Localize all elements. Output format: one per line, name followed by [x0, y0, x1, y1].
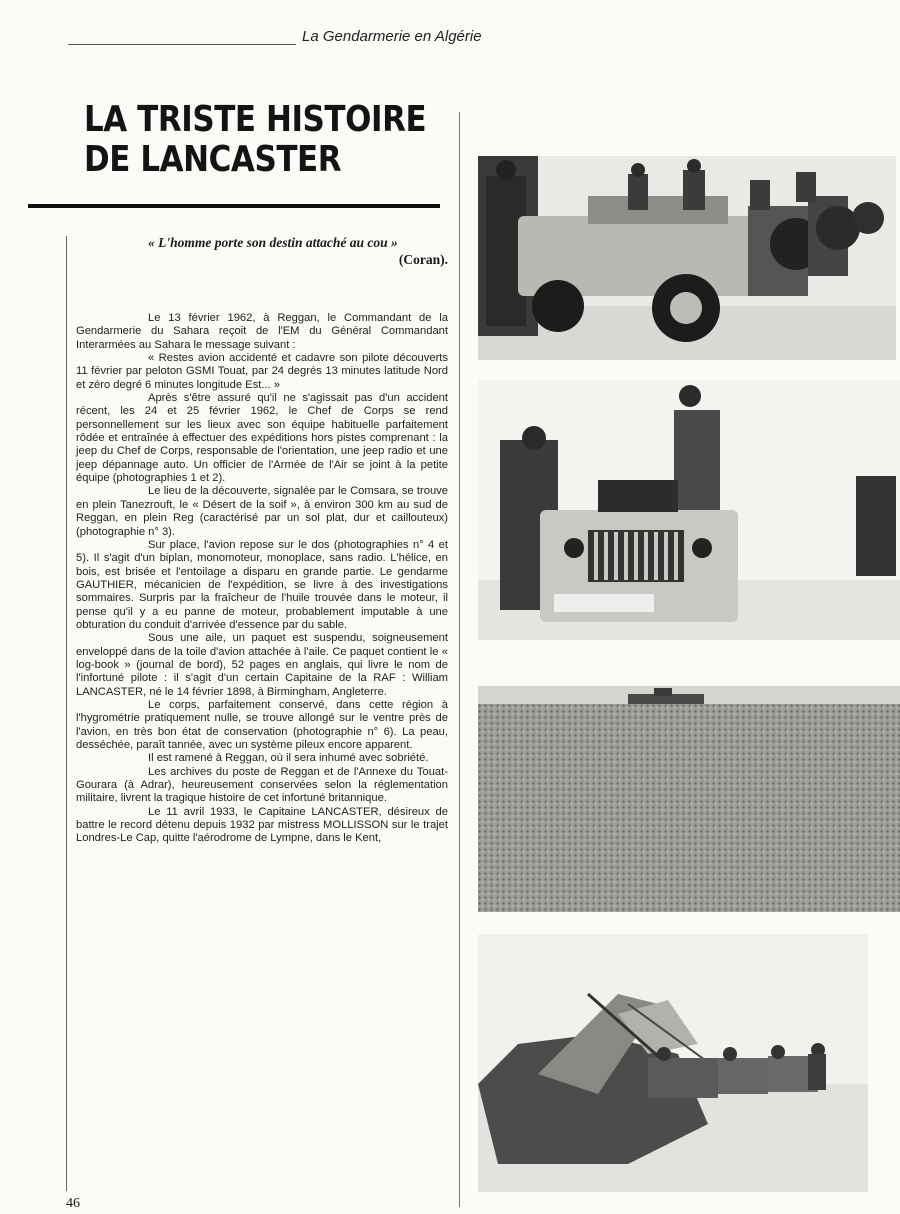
title-line-2: DE LANCASTER	[84, 139, 342, 181]
paragraph: Le 13 février 1962, à Reggan, le Commandant de la Gendarmerie du Sahara reçoit de l'EM du Général Commandant Interarmées au Sahara le message suivant :	[76, 312, 448, 351]
running-header: La Gendarmerie en Algérie	[302, 28, 482, 45]
paragraph: Il est ramené à Reggan, où il sera inhumé avec sobriété.	[148, 752, 429, 765]
paragraph: Les archives du poste de Reggan et de l'Annexe du Touat-Gourara (à Adrar), heureusement conservées selon la réglementation militaire, livrent la tragique histoire de cet infortuné britannique.	[76, 765, 448, 805]
photo-plane-wreck	[478, 934, 868, 1192]
page-number: 46	[66, 1196, 80, 1211]
text-box-rule	[66, 236, 67, 1191]
paragraph: « Restes avion accidenté et cadavre son pilote découverts 11 février par peloton GSMI Touat, par 24 degrés 13 minutes latitude Nord et zéro degré 6 minutes longitude Est... »	[76, 352, 448, 391]
paragraph: Après s'être assuré qu'il ne s'agissait pas d'un accident récent, les 24 et 25 février 1962, le Chef de Corps se rend personnellement sur les lieux avec son équipe habituelle parfaitement rôdée et entraînée à effectuer des expéditions hors pistes comprenant : la jeep du Chef de Corps, responsable de l'orientation, une jeep radio et une jeep dépannage auto. Un officier de l'Armée de l'Air se joint à la petite équipe (photographies 1 et 2).	[76, 392, 448, 485]
header-rule	[68, 44, 296, 45]
paragraph: Sur place, l'avion repose sur le dos (photographies n° 4 et 5). Il s'agit d'un biplan, monomoteur, monoplace, sans radio. L'hélice, en bois, est brisée et l'entoilage a disparu en grande partie. Le gendarme GAUTHIER, mécanicien de l'expédition, se livre à des investigations sommaires. Surpris par la fraîcheur de l'huile trouvée dans le moteur, il pense qu'il y a eu panne de moteur, probablement imputable à une obturation du conduit d'arrivée d'essence par du sable.	[76, 538, 448, 631]
paragraph: Sous une aile, un paquet est suspendu, soigneusement enveloppé dans de la toile d'avion attachée à l'aile. Ce paquet contient le « log-book » (journal de bord), 52 pages en anglais, qui livre le nom de l'infortuné pilote : il s'agit d'un certain Capitaine de la RAF : William LANCASTER, né le 14 février 1898, à Birmingham, Angleterre.	[76, 632, 448, 698]
photo-jeeps-convoy	[478, 156, 896, 360]
epigraph-quote: « L'homme porte son destin attaché au cou »	[148, 235, 398, 250]
title-underline	[28, 204, 440, 208]
epigraph	[76, 234, 448, 268]
column-divider	[459, 112, 460, 1207]
paragraph: Le lieu de la découverte, signalée par le Comsara, se trouve en plein Tanezrouft, le « Désert de la soif », à environ 300 km au sud de Reggan, en plein Reg (caractérisé par un sol plat, dur et caillouteux) (photographie n° 3).	[76, 485, 448, 538]
title-line-1: LA TRISTE HISTOIRE	[84, 99, 427, 140]
paragraph: Le corps, parfaitement conservé, dans cette région à l'hygrométrie pratiquement nulle, se trouve allongé sur le ventre près de l'avion, en très bon état de conservation (photographie n° 6). La peau, desséchée, paraît tannée, avec un système pileux encore apparent.	[76, 698, 448, 751]
article-body	[76, 312, 448, 846]
paragraph: Le 11 avril 1933, le Capitaine LANCASTER, désireux de battre le record détenu depuis 1932 par mistress MOLLISSON sur le trajet Londres-Le Cap, quitte l'aérodrome de Lympne, dans le Kent,	[76, 805, 448, 845]
photo-jeep-officers	[478, 380, 900, 640]
photo-desert-reg	[478, 686, 900, 912]
article-title	[84, 100, 426, 181]
epigraph-source: (Coran).	[398, 252, 448, 267]
